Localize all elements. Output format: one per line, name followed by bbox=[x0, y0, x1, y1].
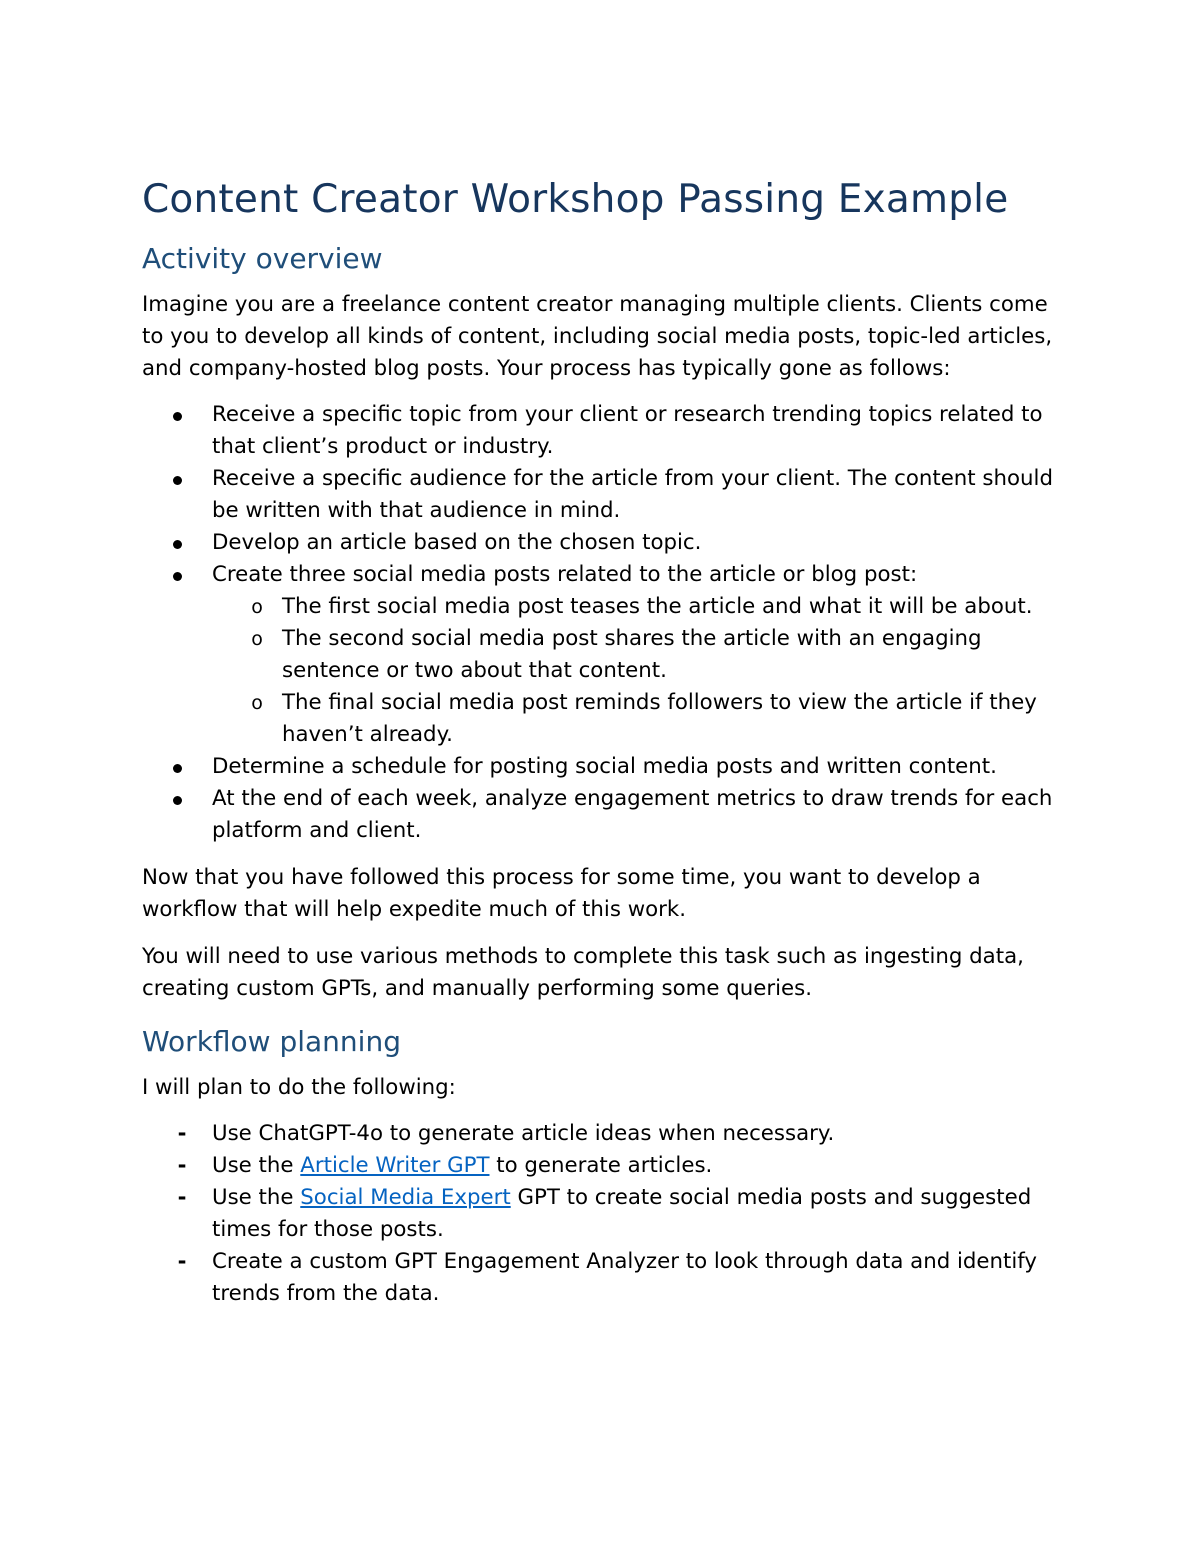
overview-intro-paragraph: Imagine you are a freelance content creator managing multiple clients. Clients come to you to develop all kinds of content, including social media posts, topic-led articles, and company-hosted blog posts. Your process has typically gone as follows: bbox=[142, 292, 1053, 381]
list-item-text-after: GPT to create social media posts and suggested times for those posts. bbox=[212, 1185, 1032, 1242]
list-item bbox=[142, 751, 1072, 783]
list-item-text: Use ChatGPT-4o to generate article ideas when necessary. bbox=[212, 1121, 835, 1146]
list-item bbox=[142, 783, 1072, 847]
list-item-text: Receive a specific audience for the article from your client. The content should be written with that audience in mind. bbox=[212, 466, 1053, 523]
plan-dash-list bbox=[142, 1118, 1072, 1310]
circle-bullet-icon: o bbox=[251, 596, 263, 618]
dash-icon: - bbox=[177, 1153, 187, 1178]
bullet-icon bbox=[173, 412, 182, 421]
list-item bbox=[142, 559, 1072, 751]
sub-list-item-text: The final social media post reminds followers to view the article if they haven’t already. bbox=[282, 690, 1037, 747]
dash-icon: - bbox=[177, 1121, 187, 1146]
page-title: Content Creator Workshop Passing Example bbox=[142, 177, 1009, 222]
list-item-text: Create a custom GPT Engagement Analyzer to look through data and identify trends from the data. bbox=[212, 1249, 1038, 1306]
article-writer-gpt-link[interactable]: Article Writer GPT bbox=[300, 1153, 490, 1178]
list-item bbox=[142, 399, 1072, 463]
sub-list-item bbox=[212, 687, 1072, 751]
list-item bbox=[142, 1182, 1072, 1246]
methods-paragraph: You will need to use various methods to complete this task such as ingesting data, creating custom GPTs, and manually performing some queries. bbox=[142, 944, 1024, 1001]
list-item-text: Receive a specific topic from your client or research trending topics related to that client’s product or industry. bbox=[212, 402, 1043, 459]
bullet-icon bbox=[173, 796, 182, 805]
dash-icon: - bbox=[177, 1185, 187, 1210]
sub-list-item bbox=[212, 623, 1072, 687]
sub-list-item bbox=[212, 591, 1072, 623]
list-item bbox=[142, 463, 1072, 527]
list-item-text: Develop an article based on the chosen topic. bbox=[212, 530, 702, 555]
list-item-text: Create three social media posts related to the article or blog post: bbox=[212, 562, 918, 587]
sub-list-item-text: The first social media post teases the article and what it will be about. bbox=[282, 594, 1033, 619]
circle-bullet-icon: o bbox=[251, 692, 263, 714]
list-item-text-before: Use the bbox=[212, 1153, 301, 1178]
social-media-expert-link[interactable]: Social Media Expert bbox=[300, 1185, 511, 1210]
list-item-text: Determine a schedule for posting social media posts and written content. bbox=[212, 754, 997, 779]
workflow-motivation-paragraph: Now that you have followed this process for some time, you want to develop a workflow that will help expedite much of this work. bbox=[142, 865, 981, 922]
plan-lead-paragraph: I will plan to do the following: bbox=[142, 1075, 456, 1100]
sub-list-item-text: The second social media post shares the article with an engaging sentence or two about that content. bbox=[282, 626, 982, 683]
workflow-planning-heading: Workflow planning bbox=[142, 1025, 401, 1058]
bullet-icon bbox=[173, 572, 182, 581]
list-item bbox=[142, 527, 1072, 559]
list-item bbox=[142, 1118, 1072, 1150]
dash-icon: - bbox=[177, 1249, 187, 1274]
list-item bbox=[142, 1150, 1072, 1182]
activity-overview-heading: Activity overview bbox=[142, 242, 383, 275]
circle-bullet-icon: o bbox=[251, 628, 263, 650]
bullet-icon bbox=[173, 540, 182, 549]
bullet-icon bbox=[173, 476, 182, 485]
bullet-icon bbox=[173, 764, 182, 773]
document-body bbox=[142, 172, 1072, 1310]
process-bullet-list bbox=[142, 399, 1072, 847]
list-item-text-after: to generate articles. bbox=[489, 1153, 713, 1178]
list-item bbox=[142, 1246, 1072, 1310]
social-posts-sub-list bbox=[212, 591, 1072, 751]
list-item-text: At the end of each week, analyze engagement metrics to draw trends for each platform and client. bbox=[212, 786, 1053, 843]
list-item-text-before: Use the bbox=[212, 1185, 301, 1210]
